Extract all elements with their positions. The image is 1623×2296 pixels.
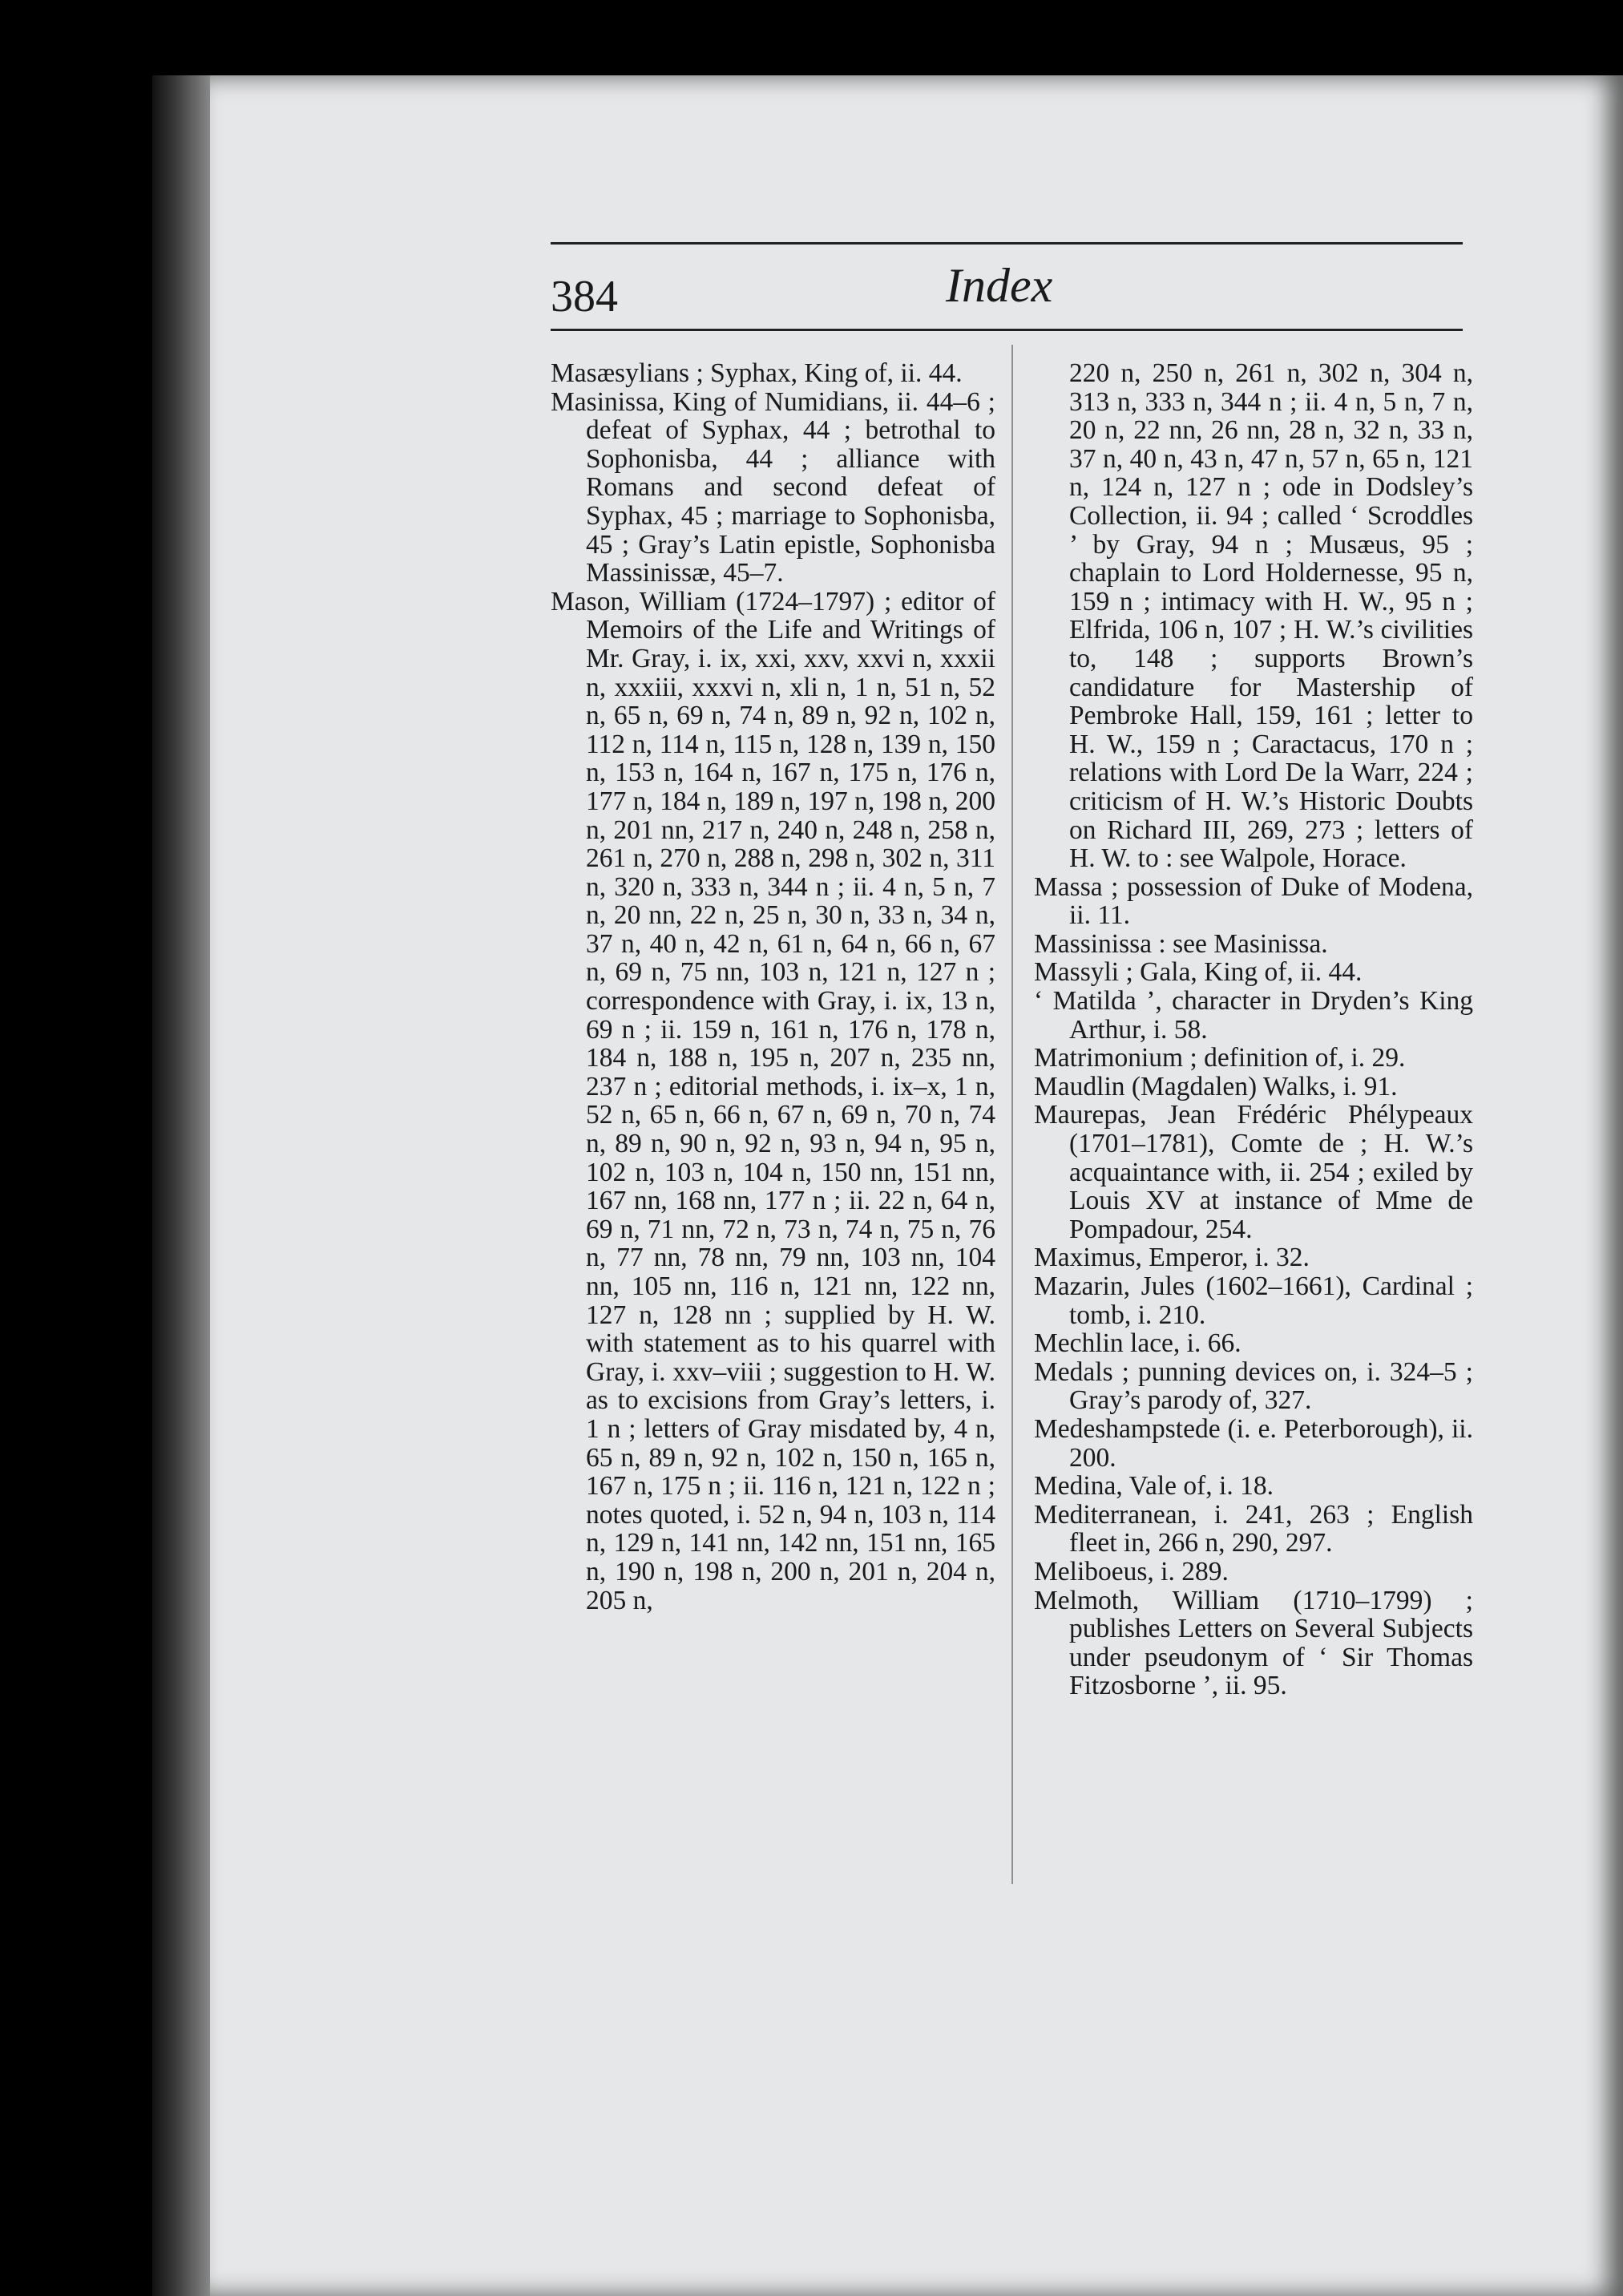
index-entry: Meliboeus, i. 289. <box>1034 1556 1229 1587</box>
index-column-right <box>1034 359 1473 1700</box>
book-page-edge <box>152 75 218 2296</box>
index-entry-continued: 220 n, 250 n, 261 n, 302 n, 304 n, 313 n, 333 n, 344 n ; ii. 4 n, 5 n, 7 n, 20 n, 22 nn, 26 nn, 28 n, 32 n, 33 n, 37 n, 40 n, 43 n, 47 n, 57 n, 65 n, 121 n, 124 n, 127 n ; ode in Dodsley’s Collection, ii. 94 ; called ‘ Scroddles ’ by Gray, 94 n ; Musæus, 95 ; chaplain to Lord Holdernesse, 95 n, 159 n ; intimacy with H. W., 95 n ; Elfrida, 106 n, 107 ; H. W.’s civilities to, 148 ; supports Brown’s candidature for Mastership of Pembroke Hall, 159, 161 ; letter to H. W., 159 n ; Caractacus, 170 n ; relations with Lord De la Warr, 224 ; criticism of H. W.’s Historic Doubts on Richard III, 269, 273 ; letters of H. W. to : see Walpole, Horace. <box>1069 358 1473 874</box>
header-top-rule <box>551 242 1463 245</box>
column-divider <box>1011 345 1013 1884</box>
index-entry: ‘ Matilda ’, character in Dryden’s King Arthur, i. 58. <box>1034 986 1473 1045</box>
index-entry: Maurepas, Jean Frédéric Phélypeaux (1701–1781), Comte de ; H. W.’s acquaintance with, ii. 254 ; exiled by Louis XV at instance of Mme de Pompadour, 254. <box>1034 1100 1473 1244</box>
index-entry: Masinissa, King of Numidians, ii. 44–6 ; defeat of Syphax, 44 ; betrothal to Sophonisba, 44 ; alliance with Romans and second defeat of Syphax, 45 ; marriage to Sophonisba, 45 ; Gray’s Latin epistle, Sophonisba Massinissæ, 45–7. <box>551 386 995 588</box>
index-entry: Massyli ; Gala, King of, ii. 44. <box>1034 957 1363 988</box>
header-bottom-rule <box>551 329 1463 331</box>
running-head: Index <box>946 259 1053 312</box>
page-number: 384 <box>551 272 618 321</box>
index-column-left <box>551 359 995 1615</box>
index-entry: Mediterranean, i. 241, 263 ; English fleet in, 266 n, 290, 297. <box>1034 1499 1473 1558</box>
index-entry: Maximus, Emperor, i. 32. <box>1034 1243 1310 1273</box>
index-entry: Massa ; possession of Duke of Modena, ii. 11. <box>1034 871 1473 931</box>
index-entry: Melmoth, William (1710–1799) ; publishes Letters on Several Subjects under pseudonym of ‘ Sir Thomas Fitzosborne ’, ii. 95. <box>1034 1585 1473 1701</box>
index-entry: Medals ; punning devices on, i. 324–5 ; Gray’s parody of, 327. <box>1034 1356 1473 1416</box>
index-entry: Masæsylians ; Syphax, King of, ii. 44. <box>551 358 963 388</box>
index-entry: Mechlin lace, i. 66. <box>1034 1328 1241 1359</box>
index-entry: Maudlin (Magdalen) Walks, i. 91. <box>1034 1071 1398 1102</box>
index-entry: Mason, William (1724–1797) ; editor of Memoirs of the Life and Writings of Mr. Gray, i. ix, xxi, xxv, xxvi n, xxxii n, xxxiii, xxxvi n, xli n, 1 n, 51 n, 52 n, 65 n, 69 n, 74 n, 89 n, 92 n, 102 n, 112 n, 114 n, 115 n, 128 n, 139 n, 150 n, 153 n, 164 n, 167 n, 175 n, 176 n, 177 n, 184 n, 189 n, 197 n, 198 n, 200 n, 201 nn, 217 n, 240 n, 248 n, 258 n, 261 n, 270 n, 288 n, 298 n, 302 n, 311 n, 320 n, 333 n, 344 n ; ii. 4 n, 5 n, 7 n, 20 nn, 22 n, 25 n, 30 n, 33 n, 34 n, 37 n, 40 n, 42 n, 61 n, 64 n, 66 n, 67 n, 69 n, 75 nn, 103 n, 121 n, 127 n ; correspondence with Gray, i. ix, 13 n, 69 n ; ii. 159 n, 161 n, 176 n, 178 n, 184 n, 188 n, 195 n, 207 n, 235 nn, 237 n ; editorial methods, i. ix–x, 1 n, 52 n, 65 n, 66 n, 67 n, 69 n, 70 n, 74 n, 89 n, 90 n, 92 n, 93 n, 94 n, 95 n, 102 n, 103 n, 104 n, 150 nn, 151 nn, 167 nn, 168 nn, 177 n ; ii. 22 n, 64 n, 69 n, 71 nn, 72 n, 73 n, 74 n, 75 n, 76 n, 77 nn, 78 nn, 79 nn, 103 nn, 104 nn, 105 nn, 116 n, 121 nn, 122 nn, 127 n, 128 nn ; supplied by H. W. with statement as to his quarrel with Gray, i. xxv–viii ; suggestion to H. W. as to excisions from Gray’s letters, i. 1 n ; letters of Gray misdated by, 4 n, 65 n, 89 n, 92 n, 102 n, 150 n, 165 n, 167 n, 175 n ; ii. 116 n, 121 n, 122 n ; notes quoted, i. 52 n, 94 n, 103 n, 114 n, 129 n, 141 nn, 142 nn, 151 nn, 165 n, 190 n, 198 n, 200 n, 201 n, 204 n, 205 n, <box>551 586 995 1615</box>
index-entry: Medeshampstede (i. e. Peterborough), ii. 200. <box>1034 1413 1473 1473</box>
index-entry: Matrimonium ; definition of, i. 29. <box>1034 1043 1406 1073</box>
index-entry: Medina, Vale of, i. 18. <box>1034 1471 1274 1502</box>
index-entry: Mazarin, Jules (1602–1661), Cardinal ; tomb, i. 210. <box>1034 1271 1473 1330</box>
index-entry: Massinissa : see Masinissa. <box>1034 928 1328 959</box>
